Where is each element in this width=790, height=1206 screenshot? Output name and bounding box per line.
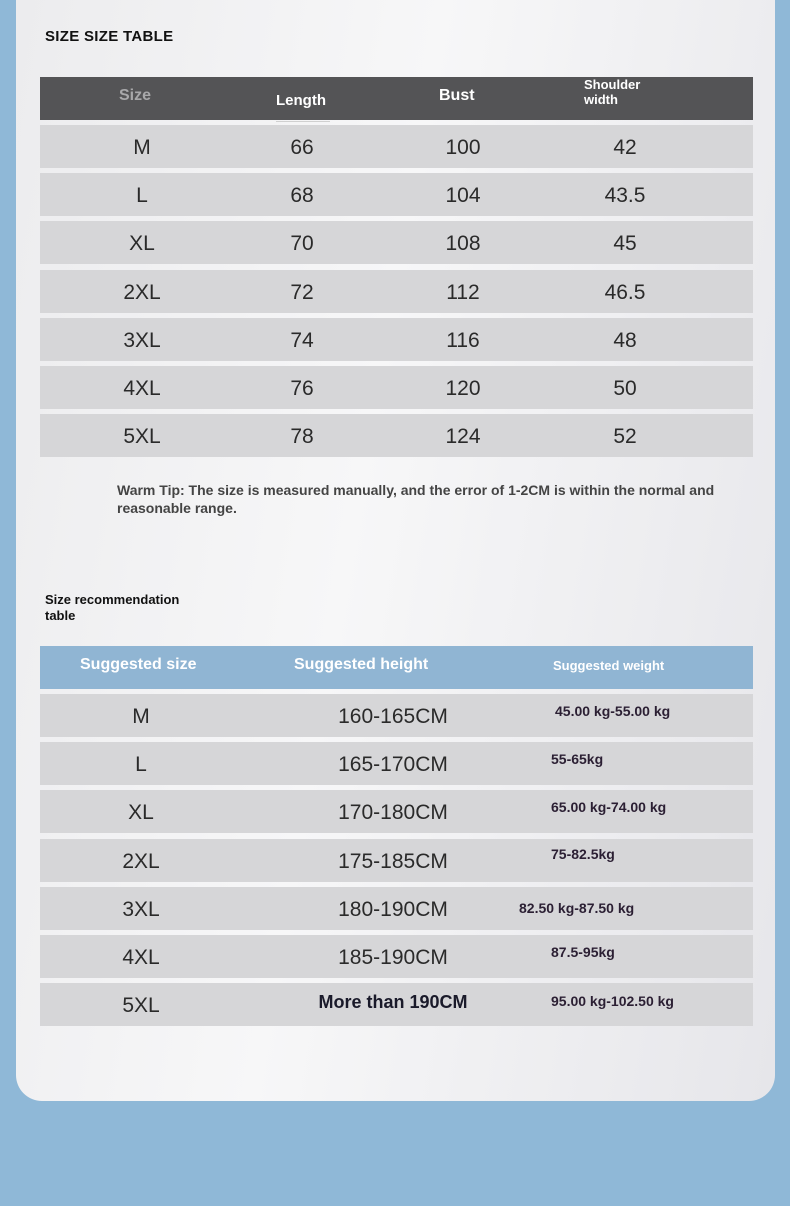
- cell-shoulder: 52: [613, 425, 637, 448]
- size-table-title: SIZE SIZE TABLE: [45, 28, 174, 45]
- cell-suggested-size: XL: [128, 801, 154, 824]
- cell-suggested-weight: 95.00 kg-102.50 kg: [551, 993, 674, 1009]
- cell-suggested-size: 4XL: [122, 946, 160, 969]
- cell-bust: 124: [445, 425, 481, 448]
- cell-bust: 116: [446, 329, 480, 352]
- header-suggested-height: Suggested height: [294, 656, 429, 673]
- cell-bust: 100: [445, 136, 481, 159]
- cell-length: 68: [290, 184, 314, 207]
- cell-suggested-weight: 82.50 kg-87.50 kg: [519, 900, 635, 916]
- cell-suggested-height: 165-170CM: [338, 753, 448, 776]
- cell-shoulder: 45: [613, 232, 637, 255]
- header-bust: Bust: [439, 86, 475, 104]
- recommendation-table-row: [40, 839, 753, 882]
- cell-shoulder: 50: [613, 377, 637, 400]
- header-size: Size: [119, 86, 152, 104]
- recommendation-table-row: [40, 694, 753, 737]
- cell-length: 66: [290, 136, 314, 159]
- cell-suggested-weight: 87.5-95kg: [551, 944, 615, 960]
- cell-length: 72: [290, 281, 314, 304]
- cell-suggested-weight: 55-65kg: [551, 751, 604, 767]
- cell-size: 3XL: [123, 329, 161, 352]
- cell-shoulder: 46.5: [604, 281, 646, 304]
- warm-tip: Warm Tip: The size is measured manually, and the error of 1-2CM is within the normal and reasonable range.: [117, 482, 715, 516]
- recommendation-table-row: [40, 935, 753, 978]
- cell-suggested-size: L: [135, 753, 147, 776]
- cell-suggested-height: 175-185CM: [338, 850, 448, 873]
- recommendation-table-title: Size recommendation table: [45, 592, 180, 623]
- cell-suggested-height: 180-190CM: [338, 898, 448, 921]
- cell-suggested-height: 185-190CM: [338, 946, 448, 969]
- cell-suggested-height: More than 190CM: [318, 992, 468, 1012]
- cell-suggested-weight: 75-82.5kg: [551, 846, 615, 862]
- cell-suggested-height: 160-165CM: [338, 705, 448, 728]
- recommendation-table-row: [40, 983, 753, 1026]
- cell-suggested-height: 170-180CM: [338, 801, 448, 824]
- size-table-row: [40, 173, 753, 216]
- cell-suggested-weight: 45.00 kg-55.00 kg: [555, 703, 671, 719]
- cell-shoulder: 48: [613, 329, 637, 352]
- cell-size: L: [136, 184, 148, 207]
- header-suggested-size: Suggested size: [80, 656, 197, 673]
- cell-suggested-size: 5XL: [122, 994, 160, 1017]
- cell-suggested-size: 3XL: [122, 898, 160, 921]
- cell-size: 2XL: [123, 281, 161, 304]
- cell-size: 4XL: [123, 377, 161, 400]
- cell-size: 5XL: [123, 425, 161, 448]
- cell-bust: 120: [445, 377, 481, 400]
- recommendation-table-row: [40, 887, 753, 930]
- cell-bust: 112: [446, 281, 480, 304]
- recommendation-table-row: [40, 790, 753, 833]
- cell-length: 74: [290, 329, 314, 352]
- cell-shoulder: 43.5: [604, 184, 646, 207]
- header-shoulder-width: Shoulder width: [584, 76, 641, 107]
- cell-length: 78: [290, 425, 314, 448]
- recommendation-table-header: [40, 646, 753, 689]
- recommendation-table-row: [40, 742, 753, 785]
- cell-suggested-weight: 65.00 kg-74.00 kg: [551, 799, 667, 815]
- cell-suggested-size: 2XL: [122, 850, 160, 873]
- size-table-row: [40, 270, 753, 313]
- size-table-row: [40, 366, 753, 409]
- size-table-row: [40, 221, 753, 264]
- header-length: Length: [276, 79, 326, 122]
- cell-bust: 108: [445, 232, 481, 255]
- header-suggested-weight: Suggested weight: [553, 657, 665, 673]
- cell-suggested-size: M: [132, 705, 150, 728]
- cell-size: M: [133, 136, 151, 159]
- cell-length: 76: [290, 377, 314, 400]
- size-table-row: [40, 318, 753, 361]
- size-table-header: [40, 77, 753, 120]
- cell-length: 70: [290, 232, 314, 255]
- cell-bust: 104: [445, 184, 481, 207]
- cell-size: XL: [129, 232, 155, 255]
- size-table-row: [40, 125, 753, 168]
- cell-shoulder: 42: [613, 136, 637, 159]
- size-table-row: [40, 414, 753, 457]
